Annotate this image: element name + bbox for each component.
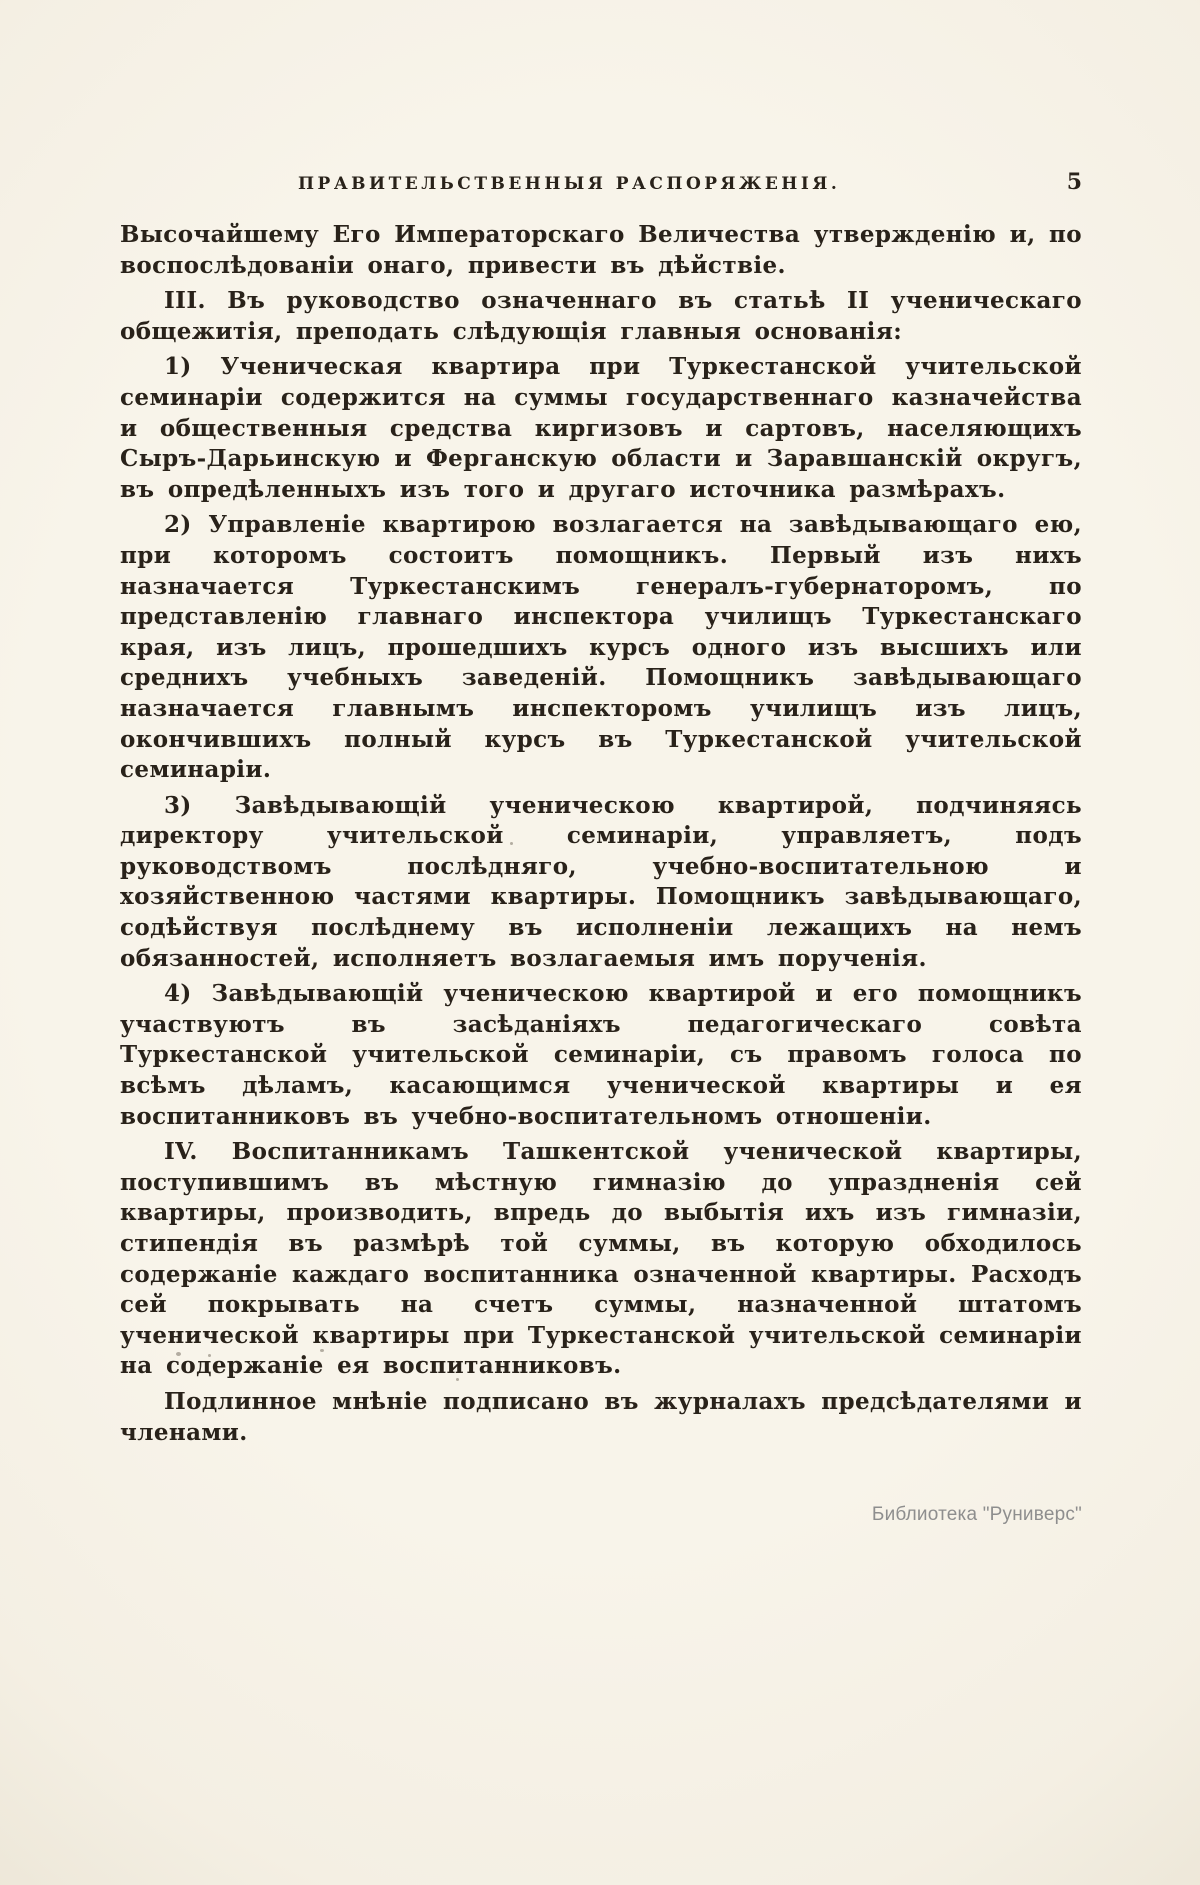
paragraph-point-4: 4) Завѣдывающій ученическою квартирой и его помощникъ участвуютъ въ засѣданіяхъ педагогическаго совѣта Туркестанской учительской семинаріи, съ правомъ голоса по всѣмъ дѣламъ, касающимся ученической квартиры и ея воспитанниковъ въ учебно-воспитательномъ отношеніи. xyxy=(120,980,1082,1130)
ink-speck xyxy=(510,842,513,845)
text-block xyxy=(120,220,1082,1448)
paragraph-continuation: Высочайшему Его Императорскаго Величества утвержденію и, по воспослѣдованіи онаго, привести въ дѣйствіе. xyxy=(120,221,1082,279)
ink-speck xyxy=(208,1354,211,1357)
page-number: 5 xyxy=(1066,169,1082,195)
ink-speck xyxy=(176,1352,181,1356)
paragraph-closing: Подлинное мнѣніе подписано въ журналахъ предсѣдателями и членами. xyxy=(120,1387,1082,1446)
library-watermark: Библиотека "Руниверс" xyxy=(871,1504,1082,1525)
ink-speck xyxy=(320,1349,324,1352)
ink-speck xyxy=(456,1378,459,1381)
ink-speck xyxy=(488,1330,491,1333)
paragraph-point-1: 1) Ученическая квартира при Туркестанской учительской семинаріи содержится на суммы государственнаго казначейства и общественныя средства киргизовъ и сартовъ, населяющихъ Сыръ-Дарьинскую и Ферганскую области и Заравшанскій округъ, въ опредѣленныхъ изъ того и другаго источника размѣрахъ. xyxy=(120,353,1082,503)
paragraph-point-2: 2) Управленіе квартирою возлагается на завѣдывающаго ею, при которомъ состоитъ помощникъ. Первый изъ нихъ назначается Туркестанскимъ генералъ-губернаторомъ, по представленію главнаго инспектора училищъ Туркестанскаго края, изъ лицъ, прошедшихъ курсъ одного изъ высшихъ или среднихъ учебныхъ заведеній. Помощникъ завѣдывающаго назначается главнымъ инспекторомъ училищъ изъ лицъ, окончившихъ полный курсъ въ Туркестанской учительской семинаріи. xyxy=(120,511,1082,784)
paragraph-section-iv: IV. Воспитанникамъ Ташкентской ученической квартиры, поступившимъ въ мѣстную гимназію до упраздненія сей квартиры, производить, впредь до выбытія ихъ изъ гимназіи, стипендія въ размѣрѣ той суммы, въ которую обходилось содержаніе каждаго воспитанника означенной квартиры. Расходъ сей покрывать на счетъ суммы, назначенной штатомъ ученической квартиры при Туркестанской учительской семинаріи на содержаніе ея воспитанниковъ. xyxy=(120,1138,1082,1380)
paragraph-point-3: 3) Завѣдывающій ученическою квартирой, подчиняясь директору учительской семинаріи, управляетъ, подъ руководствомъ послѣдняго, учебно-воспитательною и хозяйственною частями квартиры. Помощникъ завѣдывающаго, содѣйствуя послѣднему въ исполненіи лежащихъ на немъ обязанностей, исполняетъ возлагаемыя имъ порученія. xyxy=(120,791,1082,972)
running-title: ПРАВИТЕЛЬСТВЕННЫЯ РАСПОРЯЖЕНІЯ. xyxy=(298,174,841,194)
paragraph-section-iii: III. Въ руководство означеннаго въ статьѣ II ученическаго общежитія, преподать слѣдующія главныя основанія: xyxy=(120,287,1082,345)
page-header xyxy=(120,169,1084,200)
